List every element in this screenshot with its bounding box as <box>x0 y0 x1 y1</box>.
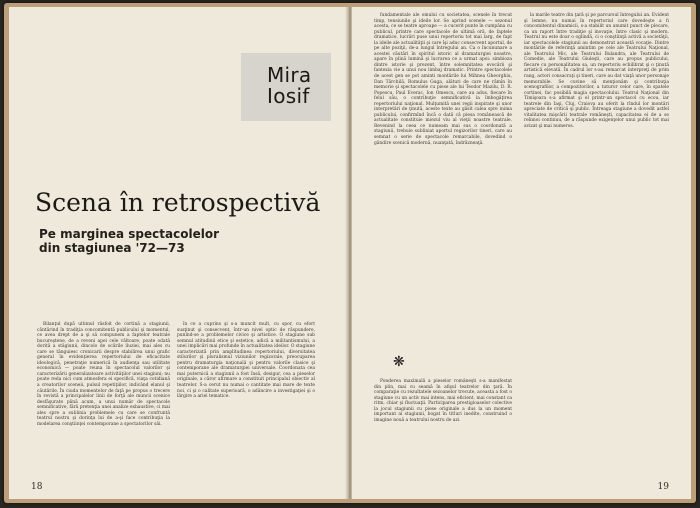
author-name: Mira Iosif <box>267 63 312 108</box>
left-column-2 <box>177 322 315 472</box>
body-paragraph: Ponderea maximală a pieselor româneşti s-a manifestat din plin, mai cu seamă în afişul teatrelor din ţară. În comparaţie cu rezultatele sezoanelor trecute, aceasta a fost o stagiune cu un activ mai intens, mai eficient, mai constant ca ritm, chiar şi fluctuaţii. Participarea prestigioaselor colective la jocul stagiunii cu piese originale a dus la un moment important al stagiunii, bogat în titluri inedite, construind o imagine nouă a teatrului nostru de azi. <box>374 379 512 423</box>
right-page <box>352 7 691 499</box>
article-title: Scena în retrospectivă <box>35 188 321 217</box>
article-subtitle: Pe marginea spectacolelor din stagiunea '72—73 <box>39 227 219 255</box>
right-column-2 <box>524 13 669 483</box>
body-paragraph: fundamentale ale omului cu societatea, scenele în trecut timp, tensiunile şi ideile lor. Se aprind scenele — sezonul acesta, ce se teatre aproape — a cucerit punte în cumpăna cu publicul, printre care spectacole de ultimă oră, de faptele dramatice, lucrări puse unui repertoriu tot mai larg, de fapt la ideile ale actualităţii şi care îşi aduc consecvent aportul, de pe alte poziţii, de-a lungul întregului an. Ca o încununare a acestei căutări în spiritul istoric al dramaturgiei noastre, apare în plină lumină şi lucrarea ce a urmat apoi: simbioza dintre istorie şi prezent, între solemnitatea evocării şi fantezia vie a unui nou limbaj dramatic. Printre spectacolele de acest gen se pot aminti montările lui Mihnea Gheorghiu, Dan Tărchilă, Romulus Guga, alături de care ne rămîn în memorie şi spectacolele cu piese ale lui Teodor Mazilu, D. R. Popescu, Paul Everac, Ion Omescu, care au adus, fiecare în felul său, o contribuţie semnificativă la îmbogăţirea repertoriului naţional. Mulţumită unei regii inspirate şi unor interpretări de ţinută, aceste texte au găsit calea spre inima publicului, confirmînd încă o dată că piesa românească de actualitate constituie miezul viu al vieţii noastre teatrale. Revenind la ceea ce numeam mai sus o coordonată a stagiunii, trebuie subliniat aportul regizorilor tineri, care au semnat o serie de spectacole remarcabile, dovedind o gândire scenică modernă, nuanţată, îndrăzneaţă. <box>374 13 512 146</box>
right-column-1 <box>374 13 512 331</box>
left-column-1 <box>37 322 170 472</box>
page-number-left: 18 <box>31 482 43 492</box>
left-page <box>9 7 348 499</box>
body-paragraph: în ce a cuprins şi s-a muncit mult, cu spor, cu efort susţinut şi consecvent, într-un nivel optic de răspundere, punînd-se a problemelor civice şi artistice. O stagiune sub semnul atitudinii etice şi estetice, adică a militantismului, a unei implicări mai profunde în actualitatea ideilor. O stagiune caracterizată prin amplitudinea repertoriului, diversitatea stilurilor şi pluralismul viziunilor regizorale, preocuparea pentru dramaturgia naţională şi pentru valorile clasice şi contemporane ale dramaturgiei universale. Coordonata cea mai puternică a stagiunii a fost însă, desigur, cea a pieselor originale, a căror afirmare a constituit principalul obiectiv al teatrelor. S-a cerut nu numai o cantitate mai mare de texte noi, ci şi o calitate superioară, o adâncire a investigaţiei şi o lărgire a ariei tematice. <box>177 322 315 400</box>
right-column-1-lower <box>374 379 512 483</box>
body-paragraph: la marile teatre din ţară şi pe parcursul întregului an. Evident şi lemne, nu numai în repertoriul care dovedeşte a fi concomitentul dinamicii, s-a stabilit un anumit punct de plecare, ca un raport între tradiţie şi inovaţie, între clasic şi modern. Teatrul nu este doar o oglindă, ci o conştiinţă activă a societăţii, iar spectacolele stagiunii au demonstrat această vocaţie. Dintre montările de referinţă amintim pe cele ale Teatrului Naţional, ale Teatrului Mic, ale Teatrului Bulandra, ale Teatrului de Comedie, ale Teatrului Giuleşti, care au propus publicului, fiecare cu personalitatea sa, un repertoriu echilibrat şi o ţinută artistică elevată. În cadrul lor s-au remarcat interpreţi de prim rang, actori consacraţi şi tineri, care au dat viaţă unor personaje memorabile. Se cuvine să menţionăm şi contribuţia scenografilor, a compozitorilor, a tuturor celor care, în spatele cortinei, fac posibilă magia spectacolului. Teatrul Naţional din Timişoara s-a afirmat şi el printr-un spectacol cu ecou, iar teatrele din Iaşi, Cluj, Craiova au oferit la rîndul lor montări apreciate de critică şi public. Întreaga stagiune a dovedit astfel vitalitatea mişcării teatrale româneşti, capacitatea ei de a se reînnoi continuu, de a răspunde exigenţelor unui public tot mai avizat şi mai numeros. <box>524 13 669 129</box>
page-number-right: 19 <box>657 482 669 492</box>
ornament-icon: ❋ <box>393 354 405 370</box>
body-paragraph: Bilanţul după ultimul răsfoit de cortină a stagiunii, cântărind în tradiţia concomitentă publicului şi momentul, ce avea drept de a şi să compunem a faptelor teatrale bucureştene, de a reveni apei cele vâltoare, poate odată dorită a stăgiunii, dincolo de ocările iluziei, mai ales cu care se tânguiesc cronicarii despre stabilirea unui grafic general în evidenţierea repertoriului de eficacitate ideologică, penetraţie numerică în audienţa sau utilitate economică — poate reuna în spectacolul valorilor şi caracterizării generalizatoare activităţilor unei stagiuni; nu poate reda nici cum atmosfera ei specifică, viaţa cotidiană a creatorilor sceneii, pulsul repetiţiilor, indicând elanul şi căutările. În ciuda momentelor de faţă pe propus o trecere în revistă a principalelor linii de forţă ale muncii scenice desfăşurate până acum, a unui număr de spectacole semnificative, fără pretenţia unei analize exhaustive, ci mai ales spre a sublinia problemele cu care se confruntă teatrul nostru şi dorinţa lui de a-şi face contribuţia la modelarea conştiinţei contemporane a spectatorilor săi. <box>37 322 170 427</box>
book-spread <box>4 3 696 503</box>
